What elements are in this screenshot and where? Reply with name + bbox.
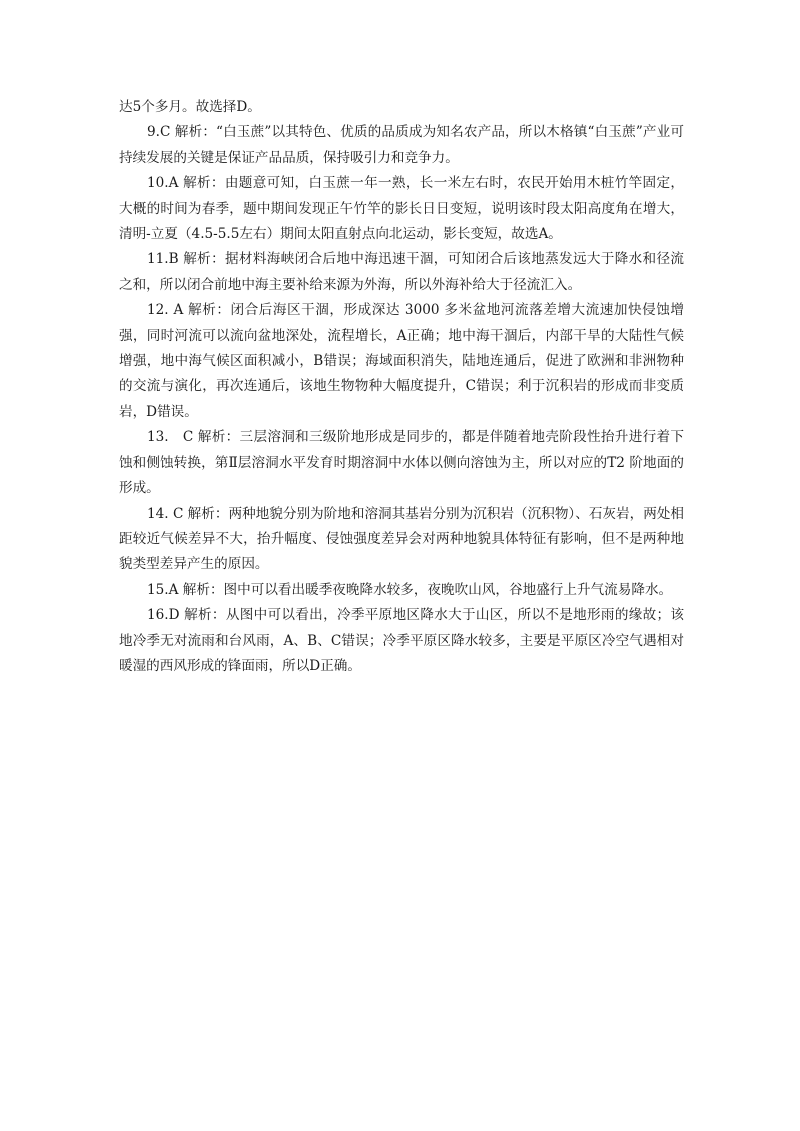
answer-15: 15.A 解析：图中可以看出暖季夜晚降水较多，夜晚吹山风，谷地盛行上升气流易降水。 bbox=[147, 581, 673, 598]
answer-16: 16.D 解析：从图中可以看出，冷季平原地区降水大于山区，所以不是地形雨的缘故；该地冷季无对流雨和台风雨，A、B、C错误；冷季平原区降水较多，主要是平原区冷空气遇相对暖湿的西风形成的锋面雨，所以D正确。 bbox=[119, 607, 684, 674]
answer-12: 12. A 解析：闭合后海区干涸，形成深达 3000 多米盆地河流落差增大流速加快侵蚀增强，同时河流可以流向盆地深处，流程增长，A正确；地中海干涸后，内部干旱的大陆性气候增强，地中海气候区面积减小，B错误；海域面积消失，陆地连通后，促进了欧洲和非洲物种的交流与演化，再次连通后，该地生物物种大幅度提升，C错误；利于沉积岩的形成而非变质岩，D错误。 bbox=[119, 302, 684, 420]
answer-14: 14. C 解析：两种地貌分别为阶地和溶洞其基岩分别为沉积岩（沉积物）、石灰岩，两处相距较近气候差异不大，抬升幅度、侵蚀强度差异会对两种地貌具体特征有影响，但不是两种地貌类型差异产生的原因。 bbox=[119, 505, 684, 573]
answer-11: 11.B 解析：据材料海峡闭合后地中海迅速干涸，可知闭合后该地蒸发远大于降水和径流之和，所以闭合前地中海主要补给来源为外海，所以外海补给大于径流汇入。 bbox=[119, 251, 684, 293]
answer-explanations bbox=[119, 95, 684, 679]
answer-13: 13. C 解析：三层溶洞和三级阶地形成是同步的，都是伴随着地壳阶段性抬升进行着下蚀和侧蚀转换，第Ⅱ层溶洞水平发育时期溶洞中水体以侧向溶蚀为主，所以对应的T2 阶地面的形成。 bbox=[119, 429, 684, 497]
paragraph-continuation: 达5个多月。故选择D。 bbox=[119, 99, 261, 115]
answer-10: 10.A 解析：由题意可知，白玉蔗一年一熟，长一米左右时，农民开始用木桩竹竿固定，大概的时间为春季，题中期间发现正午竹竿的影长日日变短，说明该时段太阳高度角在增大，清明-立夏（4.5-5.5左右）期间太阳直射点向北运动，影长变短，故选A。 bbox=[119, 175, 684, 243]
answer-9: 9.C 解析：“白玉蔗”以其特色、优质的品质成为知名农产品，所以木格镇“白玉蔗”产业可持续发展的关键是保证产品品质，保持吸引力和竞争力。 bbox=[119, 124, 684, 166]
